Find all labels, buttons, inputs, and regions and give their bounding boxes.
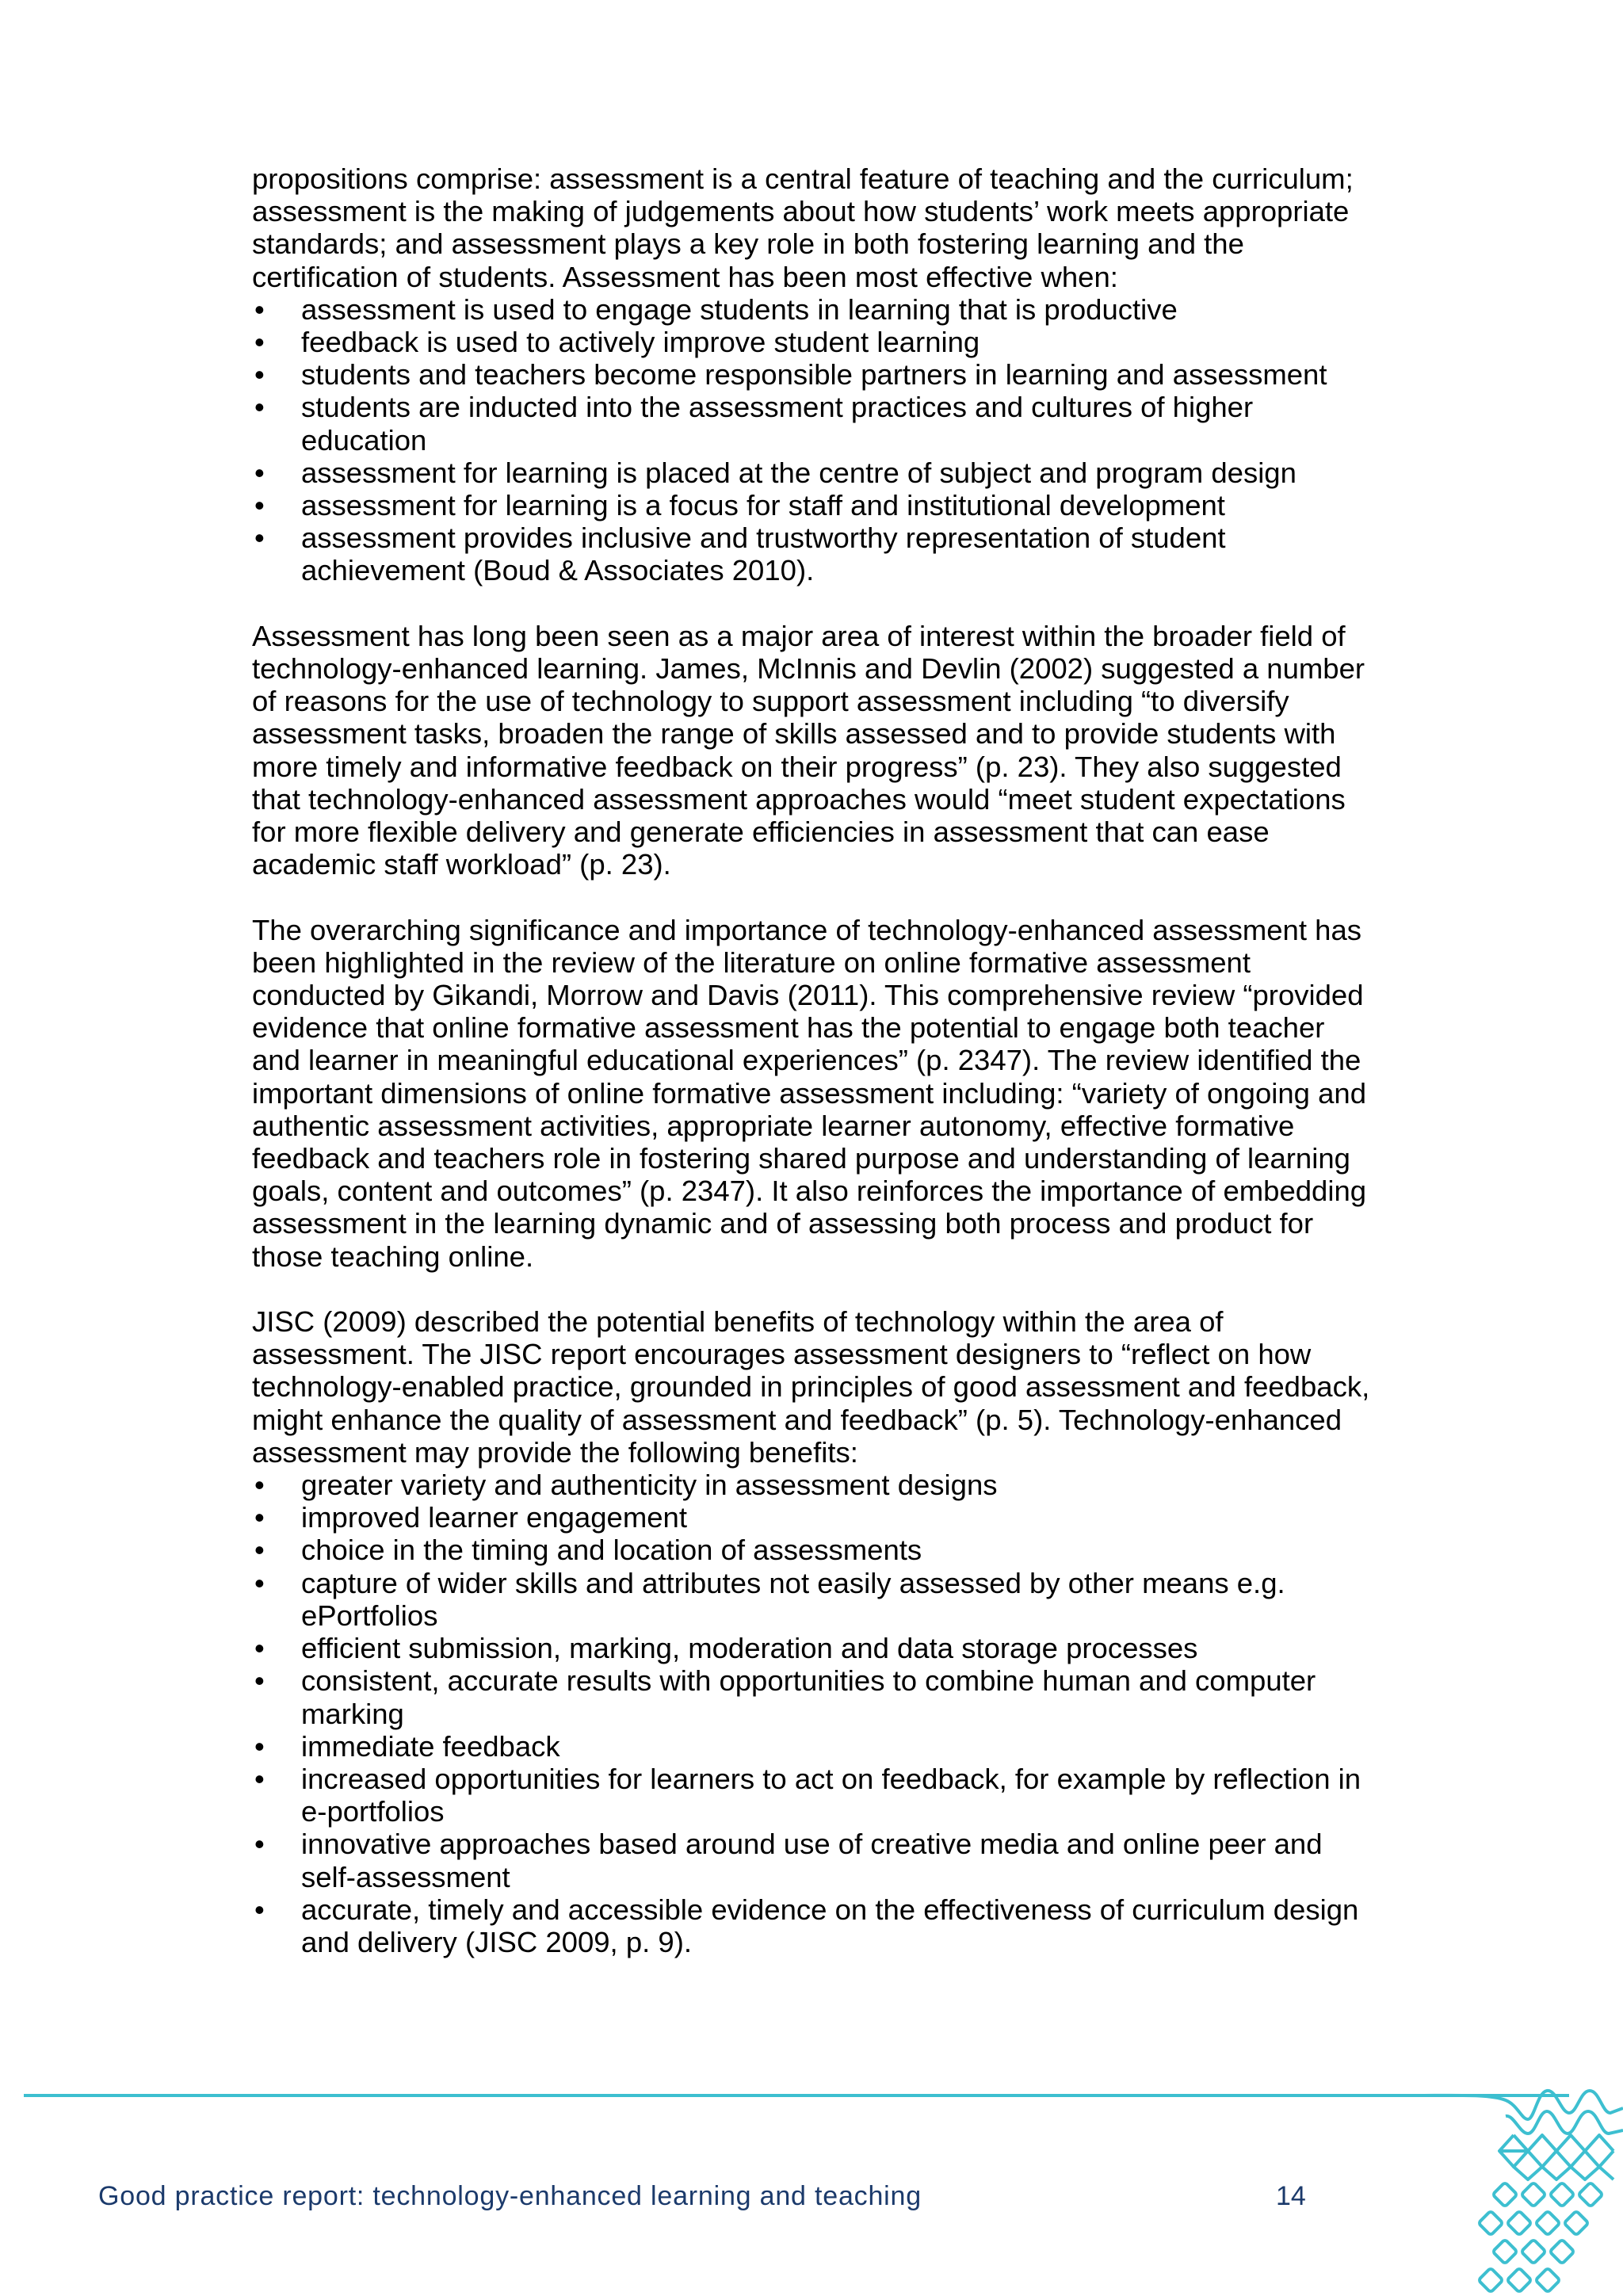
paragraph-four: JISC (2009) described the potential benefits of technology within the area of assessment. The JISC report encourages assessment designers to “reflect on how technology-enabled practice, grounded in principles of good assessment and feedback, might enhance the quality of assessment and feedback” (p. 5). Technology-enhanced assessment may provide the following benefits: [252,1305,1370,1469]
bullet-icon: • [254,1893,265,1926]
paragraph-three: The overarching significance and importance of technology-enhanced assessment has been highlighted in the review of the literature on online formative assessment conducted by Gikandi, Morrow and Davis (2011). This comprehensive review “provided evidence that online formative assessment has the potential to engage both teacher and learner in meaningful educational experiences” (p. 2347). The review identified the important dimensions of online formative assessment including: “variety of ongoing and authentic assessment activities, appropriate learner autonomy, effective formative feedback and teachers role in fostering shared purpose and understanding of learning goals, content and outcomes” (p. 2347). It also reinforces the importance of embedding assessment in the learning dynamic and of assessing both process and product for those teaching online. [252,913,1367,1273]
bullet-icon: • [254,1534,265,1567]
page-number: 14 [1276,2181,1306,2211]
benefits-list [252,1469,1377,1958]
bullet-icon: • [254,456,265,489]
list-item: • feedback is used to actively improve student learning [254,326,980,359]
document-body [252,162,1377,1958]
list-item: • innovative approaches based around use of creative media and online peer and self-assessment [254,1828,1323,1893]
bullet-icon: • [254,521,265,555]
bullet-icon: • [254,1828,265,1861]
effective-assessment-list [252,293,1377,587]
list-item: • improved learner engagement [254,1501,687,1534]
bullet-icon: • [254,1469,265,1502]
bullet-icon: • [254,1501,265,1534]
bullet-icon: • [254,489,265,522]
bullet-icon: • [254,1762,265,1795]
list-item: • consistent, accurate results with opportunities to combine human and computer marking [254,1664,1316,1730]
bullet-icon: • [254,1729,265,1763]
list-item: • assessment provides inclusive and trustworthy representation of student achievement (Boud & Associates 2010). [254,521,1226,587]
list-item: • assessment for learning is placed at the centre of subject and program design [254,456,1296,489]
bullet-icon: • [254,326,265,359]
list-item: • assessment is used to engage students in learning that is productive [254,292,1178,326]
list-item: • assessment for learning is a focus for staff and institutional development [254,489,1225,522]
list-item: • choice in the timing and location of assessments [254,1534,922,1567]
list-item: • immediate feedback [254,1729,560,1763]
bullet-icon: • [254,1664,265,1698]
bullet-icon: • [254,358,265,392]
paragraph-two: Assessment has long been seen as a major area of interest within the broader field of technology-enhanced learning. James, McInnis and Devlin (2002) suggested a number of reasons for the use of technology to support assessment including “to diversify assessment tasks, broaden the range of skills assessed and to provide students with more timely and informative feedback on their progress” (p. 23). They also suggested that technology-enhanced assessment approaches would “meet student expectations for more flexible delivery and generate efficiencies in assessment that can ease academic staff workload” (p. 23). [252,619,1365,881]
list-item: • efficient submission, marking, moderation and data storage processes [254,1632,1198,1665]
bullet-icon: • [254,1566,265,1599]
decorative-wave-logo-icon [1411,2084,1623,2296]
list-item: • students are inducted into the assessment practices and cultures of higher education [254,391,1254,457]
list-item: • accurate, timely and accessible evidence on the effectiveness of curriculum design and delivery (JISC 2009, p. 9). [254,1893,1359,1958]
footer-divider [24,2094,1569,2097]
paragraph-spacer [252,587,1377,620]
list-item: • students and teachers become responsible partners in learning and assessment [254,358,1327,392]
bullet-icon: • [254,1632,265,1665]
bullet-icon: • [254,391,265,424]
list-item: • increased opportunities for learners to act on feedback, for example by reflection in e-portfolios [254,1762,1361,1828]
paragraph-spacer [252,881,1377,913]
footer-title: Good practice report: technology-enhanced learning and teaching [98,2181,922,2211]
list-item: • greater variety and authenticity in assessment designs [254,1469,998,1502]
paragraph-spacer [252,1273,1377,1305]
intro-paragraph: propositions comprise: assessment is a central feature of teaching and the curriculum; assessment is the making of judgements about how students’ work meets appropriate standards; and assessment plays a key role in both fostering learning and the certification of students. Assessment has been most effective when: [252,162,1354,293]
bullet-icon: • [254,292,265,326]
list-item: • capture of wider skills and attributes not easily assessed by other means e.g. ePortfolios [254,1566,1285,1632]
